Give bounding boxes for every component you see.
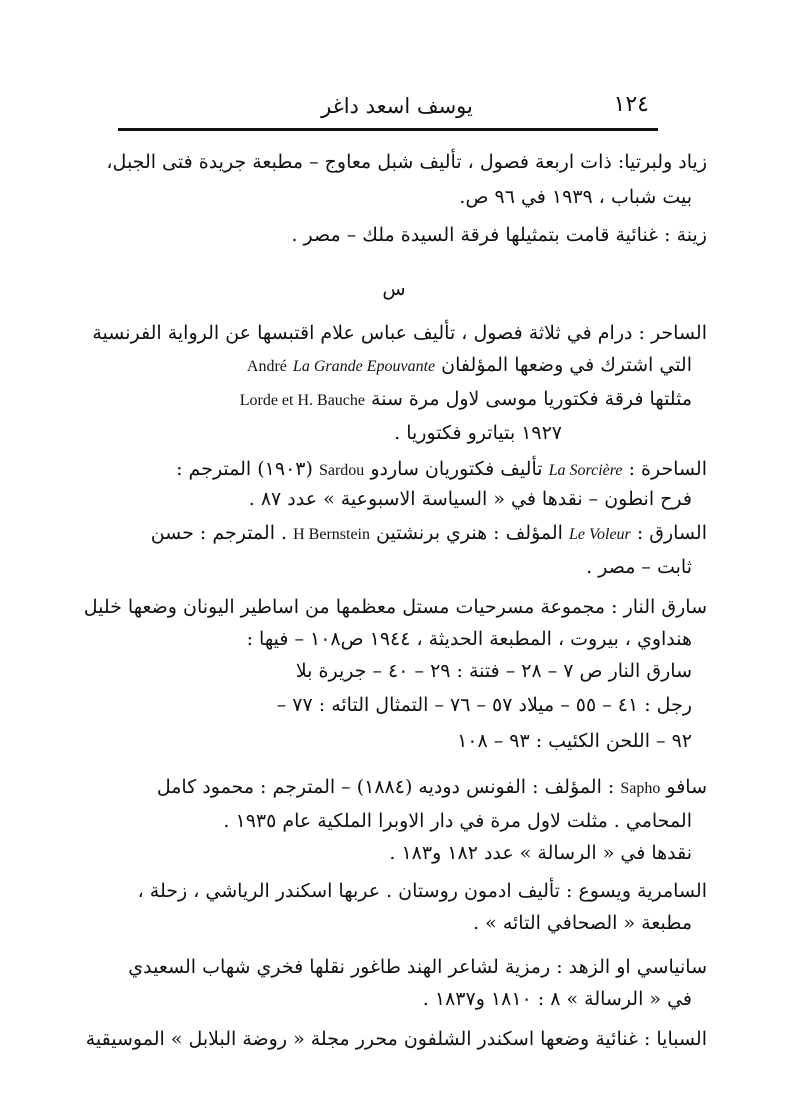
entry-line: المحامي . مثلت لاول مرة في دار الاوبرا الملكية عام ١٩٣٥ .	[223, 810, 692, 832]
latin-title: La Sorcière	[548, 462, 623, 479]
entry-line: سانياسي او الزهد : رمزية لشاعر الهند طاغور نقلها فخري شهاب السعيدي	[128, 956, 707, 978]
entry-line: هنداوي ، بيروت ، المطبعة الحديثة ، ١٩٤٤ ص١٠٨ – فيها :	[246, 628, 692, 650]
entry-line: سافو Sapho : المؤلف : الفونس دوديه (١٨٨٤) – المترجم : محمود كامل	[156, 776, 707, 798]
entry-line: مثلتها فرقة فكتوريا موسى لاول مرة سنة Lorde et H. Bauche	[239, 388, 692, 410]
entry-line: التي اشترك في وضعها المؤلفان La Grande Epouvante André	[246, 354, 692, 376]
entry-line: السامرية ويسوع : تأليف ادمون روستان . عربها اسكندر الرياشي ، زحلة ،	[137, 880, 707, 902]
header-rule	[118, 128, 658, 131]
latin-name: Sardou	[318, 462, 365, 479]
entry-line: السارق : Le Voleur المؤلف : هنري برنشتين H Bernstein . المترجم : حسن	[150, 522, 707, 544]
running-head: يوسف اسعد داغر	[321, 94, 473, 118]
page-number: ١٢٤	[613, 92, 649, 117]
entry-line: الساحرة : La Sorcière تأليف فكتوريان ساردو Sardou (١٩٠٣) المترجم :	[176, 458, 707, 480]
latin-title: Le Voleur	[569, 526, 631, 543]
entry-line: السبايا : غنائية وضعها اسكندر الشلفون محرر مجلة « روضة البلابل » الموسيقية	[85, 1028, 707, 1050]
entry-line: الساحر : درام في ثلاثة فصول ، تأليف عباس علام اقتبسها عن الرواية الفرنسية	[92, 322, 707, 344]
entry-line: في « الرسالة » ٨ : ١٨١٠ و١٨٣٧ .	[422, 988, 692, 1010]
entry-line: سارق النار ص ٧ – ٢٨ – فتنة : ٢٩ – ٤٠ – جريرة بلا	[295, 660, 692, 682]
entry-line: ١٩٢٧ بتياترو فكتوريا .	[394, 422, 562, 444]
entry-line: مطبعة « الصحافي التائه » .	[473, 912, 692, 934]
entry-line: زينة : غنائية قامت بتمثيلها فرقة السيدة ملك – مصر .	[291, 224, 707, 246]
entry-line: سارق النار : مجموعة مسرحيات مستل معظمها من اساطير اليونان وضعها خليل	[83, 596, 707, 618]
entry-line: ثابت – مصر .	[586, 556, 692, 578]
section-letter: س	[382, 278, 406, 300]
latin-title: La Grande Epouvante	[292, 358, 436, 375]
entry-line: رجل : ٤١ – ٥٥ – ميلاد ٥٧ – ٧٦ – التمثال التائه : ٧٧ –	[276, 694, 692, 716]
entry-line: ٩٢ – اللحن الكئيب : ٩٣ – ١٠٨	[457, 730, 692, 752]
entry-line: نقدها في « الرسالة » عدد ١٨٢ و١٨٣ .	[389, 842, 692, 864]
page-header	[122, 88, 667, 128]
entry-line: فرح انطون – نقدها في « السياسة الاسبوعية » عدد ٨٧ .	[248, 488, 692, 510]
latin-name: André	[246, 358, 287, 375]
latin-name: Lorde et H. Bauche	[239, 392, 365, 409]
latin-name: H Bernstein	[293, 526, 370, 543]
entry-line: بيت شباب ، ١٩٣٩ في ٩٦ ص.	[459, 186, 692, 208]
latin-name: Sapho	[620, 780, 661, 797]
entry-line: زياد ولبرتيا: ذات اربعة فصول ، تأليف شبل معاوج – مطبعة جريدة فتى الجبل،	[106, 151, 707, 173]
